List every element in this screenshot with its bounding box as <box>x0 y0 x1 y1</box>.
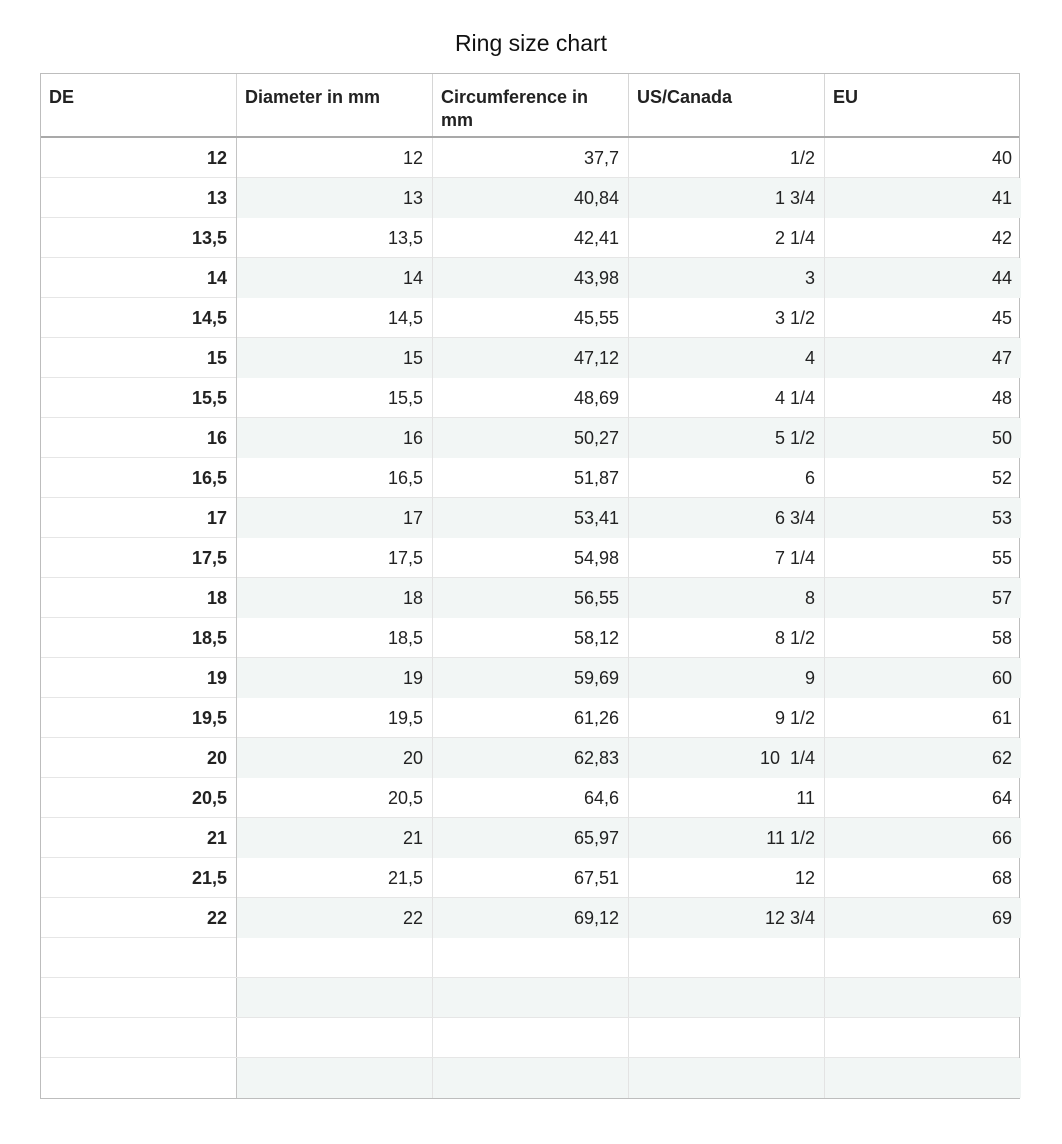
cell-circumference[interactable]: 48,69 <box>433 378 629 418</box>
cell-de[interactable]: 19 <box>41 658 237 698</box>
cell-de[interactable]: 13 <box>41 178 237 218</box>
cell-eu[interactable]: 47 <box>825 338 1021 378</box>
header-diameter[interactable]: Diameter in mm <box>237 74 433 136</box>
header-eu[interactable]: EU <box>833 87 859 107</box>
header-de[interactable]: DE <box>41 74 237 136</box>
cell-circumference[interactable]: 54,98 <box>433 538 629 578</box>
cell-eu[interactable]: 53 <box>825 498 1021 538</box>
cell-eu[interactable]: 40 <box>991 148 1012 168</box>
table-row <box>41 458 1019 498</box>
cell-circumference[interactable]: 61,26 <box>433 698 629 738</box>
cell-circumference[interactable]: 65,97 <box>433 818 629 858</box>
cell-diameter[interactable]: 17 <box>237 498 433 538</box>
cell-diameter[interactable]: 20,5 <box>237 778 433 818</box>
cell-us-canada[interactable]: 6 <box>629 458 825 498</box>
cell-de[interactable]: 15 <box>41 338 237 378</box>
table-row <box>41 658 1019 698</box>
cell-us-canada[interactable]: 12 3/4 <box>629 898 825 938</box>
table-row <box>41 898 1019 938</box>
table-row <box>41 978 1019 1018</box>
cell-de[interactable]: 18 <box>41 578 237 618</box>
table-row <box>41 378 1019 418</box>
cell-us-canada[interactable]: 1/2 <box>629 138 825 178</box>
cell-eu[interactable]: 52 <box>991 468 1012 488</box>
cell-diameter[interactable]: 20 <box>237 738 433 778</box>
cell-de[interactable] <box>41 978 237 1017</box>
cell-circumference[interactable] <box>433 1058 629 1098</box>
cell-diameter[interactable]: 14 <box>237 258 433 298</box>
cell-circumference[interactable]: 47,12 <box>433 338 629 378</box>
cell-circumference[interactable] <box>433 938 629 977</box>
cell-diameter[interactable]: 18,5 <box>237 618 433 658</box>
cell-us-canada[interactable] <box>629 978 825 1017</box>
table-body <box>41 138 1019 1098</box>
header-us-canada[interactable]: US/Canada <box>629 74 825 136</box>
cell-us-canada[interactable]: 9 1/2 <box>629 698 825 738</box>
cell-us-canada[interactable]: 6 3/4 <box>629 498 825 538</box>
cell-de[interactable]: 16,5 <box>41 458 237 498</box>
cell-eu[interactable] <box>825 978 1021 1017</box>
cell-de[interactable]: 17,5 <box>41 538 237 578</box>
cell-diameter[interactable]: 17,5 <box>237 538 433 578</box>
table-row <box>41 538 1019 578</box>
cell-diameter[interactable]: 13 <box>237 178 433 218</box>
cell-diameter[interactable] <box>237 978 433 1017</box>
ring-size-table <box>40 73 1020 1099</box>
cell-circumference[interactable]: 64,6 <box>433 778 629 818</box>
cell-de[interactable]: 18,5 <box>41 618 237 658</box>
cell-circumference[interactable]: 67,51 <box>433 858 629 898</box>
cell-de[interactable]: 20,5 <box>41 778 237 818</box>
cell-us-canada[interactable] <box>629 938 825 977</box>
cell-circumference[interactable]: 37,7 <box>433 138 629 178</box>
cell-diameter[interactable]: 14,5 <box>237 298 433 338</box>
cell-diameter[interactable]: 21,5 <box>237 858 433 898</box>
cell-eu[interactable]: 66 <box>825 818 1021 858</box>
cell-de[interactable]: 16 <box>41 418 237 458</box>
cell-diameter[interactable]: 19,5 <box>237 698 433 738</box>
cell-us-canada[interactable]: 9 <box>629 658 825 698</box>
cell-us-canada[interactable]: 4 1/4 <box>629 378 825 418</box>
cell-diameter[interactable]: 21 <box>237 818 433 858</box>
cell-circumference[interactable]: 42,41 <box>433 218 629 258</box>
cell-eu[interactable] <box>825 1058 1021 1098</box>
cell-us-canada[interactable]: 3 <box>629 258 825 298</box>
cell-eu[interactable]: 45 <box>991 308 1012 328</box>
cell-eu[interactable]: 61 <box>991 708 1012 728</box>
cell-us-canada[interactable]: 2 1/4 <box>629 218 825 258</box>
table-row <box>41 338 1019 378</box>
cell-diameter[interactable]: 16,5 <box>237 458 433 498</box>
cell-circumference[interactable]: 40,84 <box>433 178 629 218</box>
cell-de[interactable]: 14 <box>41 258 237 298</box>
table-row <box>41 258 1019 298</box>
cell-eu[interactable]: 58 <box>991 628 1012 648</box>
cell-diameter[interactable]: 12 <box>237 138 433 178</box>
cell-us-canada[interactable]: 8 <box>629 578 825 618</box>
table-row <box>41 618 1019 658</box>
cell-circumference[interactable] <box>433 978 629 1017</box>
cell-de[interactable] <box>41 1058 237 1098</box>
cell-circumference[interactable]: 62,83 <box>433 738 629 778</box>
cell-eu[interactable]: 48 <box>991 388 1012 408</box>
cell-us-canada[interactable]: 8 1/2 <box>629 618 825 658</box>
cell-diameter[interactable]: 22 <box>237 898 433 938</box>
cell-circumference[interactable]: 58,12 <box>433 618 629 658</box>
table-row <box>41 418 1019 458</box>
cell-de[interactable] <box>41 1018 237 1057</box>
cell-us-canada[interactable]: 10 1/4 <box>629 738 825 778</box>
cell-diameter[interactable]: 19 <box>237 658 433 698</box>
cell-eu[interactable]: 68 <box>991 868 1012 888</box>
cell-eu[interactable]: 60 <box>825 658 1021 698</box>
cell-circumference[interactable]: 53,41 <box>433 498 629 538</box>
cell-de[interactable]: 12 <box>41 138 237 178</box>
cell-eu[interactable]: 64 <box>991 788 1012 808</box>
cell-circumference[interactable]: 45,55 <box>433 298 629 338</box>
cell-us-canada[interactable]: 11 <box>629 778 825 818</box>
cell-eu[interactable]: 57 <box>825 578 1021 618</box>
table-row <box>41 1058 1019 1098</box>
table-row <box>41 778 1019 818</box>
table-row <box>41 138 1019 178</box>
cell-diameter[interactable] <box>237 1058 433 1098</box>
cell-diameter[interactable]: 15 <box>237 338 433 378</box>
cell-eu[interactable]: 42 <box>991 228 1012 248</box>
cell-us-canada[interactable]: 4 <box>629 338 825 378</box>
cell-diameter[interactable] <box>237 1018 433 1057</box>
table-row <box>41 818 1019 858</box>
cell-us-canada[interactable] <box>629 1018 825 1057</box>
cell-circumference[interactable]: 56,55 <box>433 578 629 618</box>
table-row <box>41 738 1019 778</box>
table-row <box>41 938 1019 978</box>
cell-circumference[interactable]: 43,98 <box>433 258 629 298</box>
cell-us-canada[interactable]: 11 1/2 <box>629 818 825 858</box>
table-row <box>41 298 1019 338</box>
cell-de[interactable]: 15,5 <box>41 378 237 418</box>
cell-circumference[interactable]: 69,12 <box>433 898 629 938</box>
cell-eu[interactable]: 62 <box>825 738 1021 778</box>
cell-de[interactable]: 22 <box>41 898 237 938</box>
cell-de[interactable]: 20 <box>41 738 237 778</box>
cell-diameter[interactable]: 13,5 <box>237 218 433 258</box>
cell-circumference[interactable]: 51,87 <box>433 458 629 498</box>
table-row <box>41 218 1019 258</box>
cell-eu[interactable]: 55 <box>991 548 1012 568</box>
table-row <box>41 178 1019 218</box>
cell-diameter[interactable]: 16 <box>237 418 433 458</box>
cell-us-canada[interactable]: 5 1/2 <box>629 418 825 458</box>
cell-eu[interactable]: 50 <box>825 418 1021 458</box>
cell-de[interactable]: 19,5 <box>41 698 237 738</box>
table-row <box>41 498 1019 538</box>
table-header-row <box>41 74 1019 138</box>
cell-diameter[interactable]: 18 <box>237 578 433 618</box>
cell-de[interactable] <box>41 938 237 977</box>
cell-diameter[interactable] <box>237 938 433 977</box>
cell-circumference[interactable] <box>433 1018 629 1057</box>
header-circumference[interactable]: Circumference in mm <box>433 74 629 136</box>
table-row <box>41 1018 1019 1058</box>
cell-de[interactable]: 21 <box>41 818 237 858</box>
chart-title: Ring size chart <box>454 30 608 56</box>
cell-de[interactable]: 21,5 <box>41 858 237 898</box>
table-row <box>41 858 1019 898</box>
cell-us-canada[interactable]: 7 1/4 <box>629 538 825 578</box>
cell-eu[interactable]: 69 <box>825 898 1021 938</box>
cell-us-canada[interactable]: 1 3/4 <box>629 178 825 218</box>
cell-circumference[interactable]: 59,69 <box>433 658 629 698</box>
cell-circumference[interactable]: 50,27 <box>433 418 629 458</box>
cell-us-canada[interactable]: 3 1/2 <box>629 298 825 338</box>
cell-eu[interactable] <box>825 1018 1021 1057</box>
cell-eu[interactable] <box>825 938 1021 977</box>
cell-de[interactable]: 14,5 <box>41 298 237 338</box>
cell-diameter[interactable]: 15,5 <box>237 378 433 418</box>
table-row <box>41 578 1019 618</box>
cell-us-canada[interactable] <box>629 1058 825 1098</box>
table-row <box>41 698 1019 738</box>
cell-eu[interactable]: 44 <box>825 258 1021 298</box>
cell-de[interactable]: 17 <box>41 498 237 538</box>
cell-us-canada[interactable]: 12 <box>629 858 825 898</box>
cell-eu[interactable]: 41 <box>825 178 1021 218</box>
cell-de[interactable]: 13,5 <box>41 218 237 258</box>
